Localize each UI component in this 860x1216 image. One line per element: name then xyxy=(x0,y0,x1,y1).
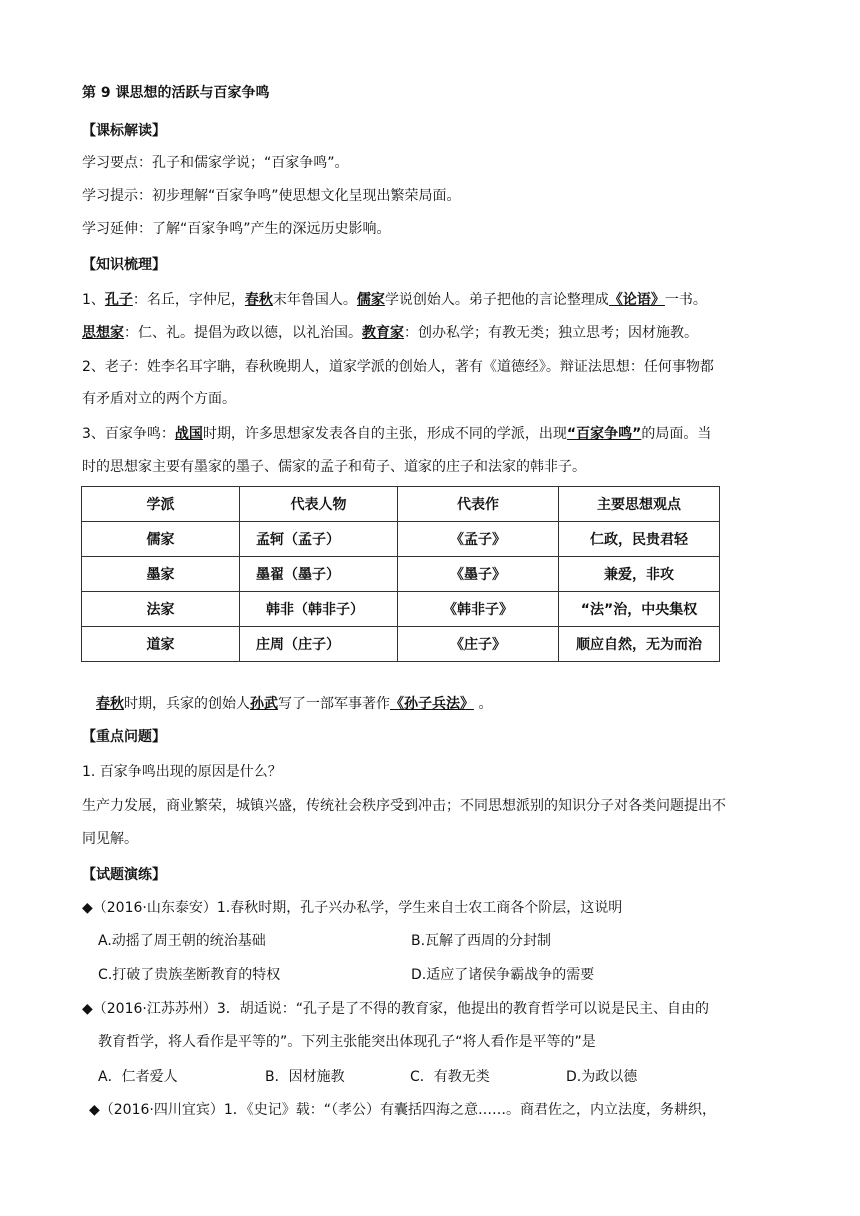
key-answer-2: 同见解。 xyxy=(82,831,138,847)
table-cell: 墨翟（墨子） xyxy=(240,557,398,592)
key-question: 1. 百家争鸣出现的原因是什么？ xyxy=(82,764,282,780)
study-point: 学习要点：孔子和儒家学说；“百家争鸣”。 xyxy=(82,155,349,171)
exercise-1-option-d: D.适应了诸侯争霸战争的需要 xyxy=(411,967,595,983)
table-cell: “法”治，中央集权 xyxy=(559,592,720,627)
section-heading-standards: 【课标解读】 xyxy=(82,123,166,139)
exercise-3-stem: ◆（2016·四川宜宾）1．《史记》载：“（孝公）有囊括四海之意……。商君佐之，内立法度，务耕织， xyxy=(89,1102,717,1118)
table-cell: 道家 xyxy=(82,627,240,662)
knowledge-item-hundred-schools: 3、百家争鸣：战国时期，许多思想家发表各自的主张，形成不同的学派，出现“百家争鸣”的局面。当 xyxy=(82,426,712,442)
table-cell: 《庄子》 xyxy=(398,627,559,662)
section-heading-exercises: 【试题演练】 xyxy=(82,867,166,883)
table-cell: 墨家 xyxy=(82,557,240,592)
exercise-2-stem-2: 教育哲学，将人看作是平等的”。下列主张能突出体现孔子“将人看作是平等的”是 xyxy=(98,1034,596,1050)
table-cell: 儒家 xyxy=(82,522,240,557)
knowledge-item-laozi-2: 有矛盾对立的两个方面。 xyxy=(82,391,236,407)
table-row xyxy=(82,592,720,627)
knowledge-item-thinkers: 时的思想家主要有墨家的墨子、儒家的孟子和荀子、道家的庄子和法家的韩非子。 xyxy=(82,459,586,475)
table-cell: 韩非（韩非子） xyxy=(240,592,398,627)
table-row xyxy=(82,522,720,557)
table-header: 代表作 xyxy=(398,487,559,522)
table-cell: 孟轲（孟子） xyxy=(240,522,398,557)
table-header: 主要思想观点 xyxy=(559,487,720,522)
knowledge-item-confucius: 1、孔子：名丘，字仲尼，春秋末年鲁国人。儒家学说创始人。弟子把他的言论整理成《论语》一书。 xyxy=(82,292,707,308)
schools-table xyxy=(81,486,720,662)
key-answer-1: 生产力发展，商业繁荣，城镇兴盛，传统社会秩序受到冲击；不同思想派别的知识分子对各类问题提出不 xyxy=(82,798,726,814)
table-cell: 《韩非子》 xyxy=(398,592,559,627)
table-cell: 法家 xyxy=(82,592,240,627)
knowledge-item-laozi-1: 2、老子：姓李名耳字聃，春秋晚期人，道家学派的创始人，著有《道德经》。辩证法思想：任何事物都 xyxy=(82,359,714,375)
exercise-1-option-a: A.动摇了周王朝的统治基础 xyxy=(98,933,266,949)
table-cell: 兼爱，非攻 xyxy=(559,557,720,592)
table-cell: 庄周（庄子） xyxy=(240,627,398,662)
table-cell: 《孟子》 xyxy=(398,522,559,557)
exercise-2-option-a: A．仁者爱人 xyxy=(98,1069,178,1085)
section-heading-key-questions: 【重点问题】 xyxy=(82,729,166,745)
table-header: 学派 xyxy=(82,487,240,522)
exercise-1-option-b: B.瓦解了西周的分封制 xyxy=(411,933,552,949)
table-cell: 仁政，民贵君轻 xyxy=(559,522,720,557)
table-cell: 顺应自然，无为而治 xyxy=(559,627,720,662)
knowledge-item-confucius-roles: 思想家：仁、礼。提倡为政以德，以礼治国。教育家：创办私学；有教无类；独立思考；因材施教。 xyxy=(82,325,698,341)
exercise-2-stem-1: ◆（2016·江苏苏州）3．胡适说：“孔子是了不得的教育家，他提出的教育哲学可以说是民主、自由的 xyxy=(82,1001,710,1017)
table-header-row xyxy=(82,487,720,522)
exercise-2-option-d: D.为政以德 xyxy=(566,1069,638,1085)
exercise-2-option-b: B．因材施教 xyxy=(265,1069,345,1085)
exercise-1-stem: ◆（2016·山东泰安）1.春秋时期，孔子兴办私学，学生来自士农工商各个阶层，这说明 xyxy=(82,900,623,916)
table-cell: 《墨子》 xyxy=(398,557,559,592)
military-note: 春秋时期，兵家的创始人孙武写了一部军事著作《孙子兵法》 。 xyxy=(96,696,493,712)
study-hint: 学习提示：初步理解“百家争鸣”使思想文化呈现出繁荣局面。 xyxy=(82,188,461,204)
study-extension: 学习延伸：了解“百家争鸣”产生的深远历史影响。 xyxy=(82,221,391,237)
table-row xyxy=(82,557,720,592)
exercise-1-option-c: C.打破了贵族垄断教育的特权 xyxy=(98,967,281,983)
table-header: 代表人物 xyxy=(240,487,398,522)
section-heading-knowledge: 【知识梳理】 xyxy=(82,257,166,273)
exercise-2-option-c: C．有教无类 xyxy=(410,1069,490,1085)
page-title: 第 9 课思想的活跃与百家争鸣 xyxy=(82,85,270,101)
table-row xyxy=(82,627,720,662)
